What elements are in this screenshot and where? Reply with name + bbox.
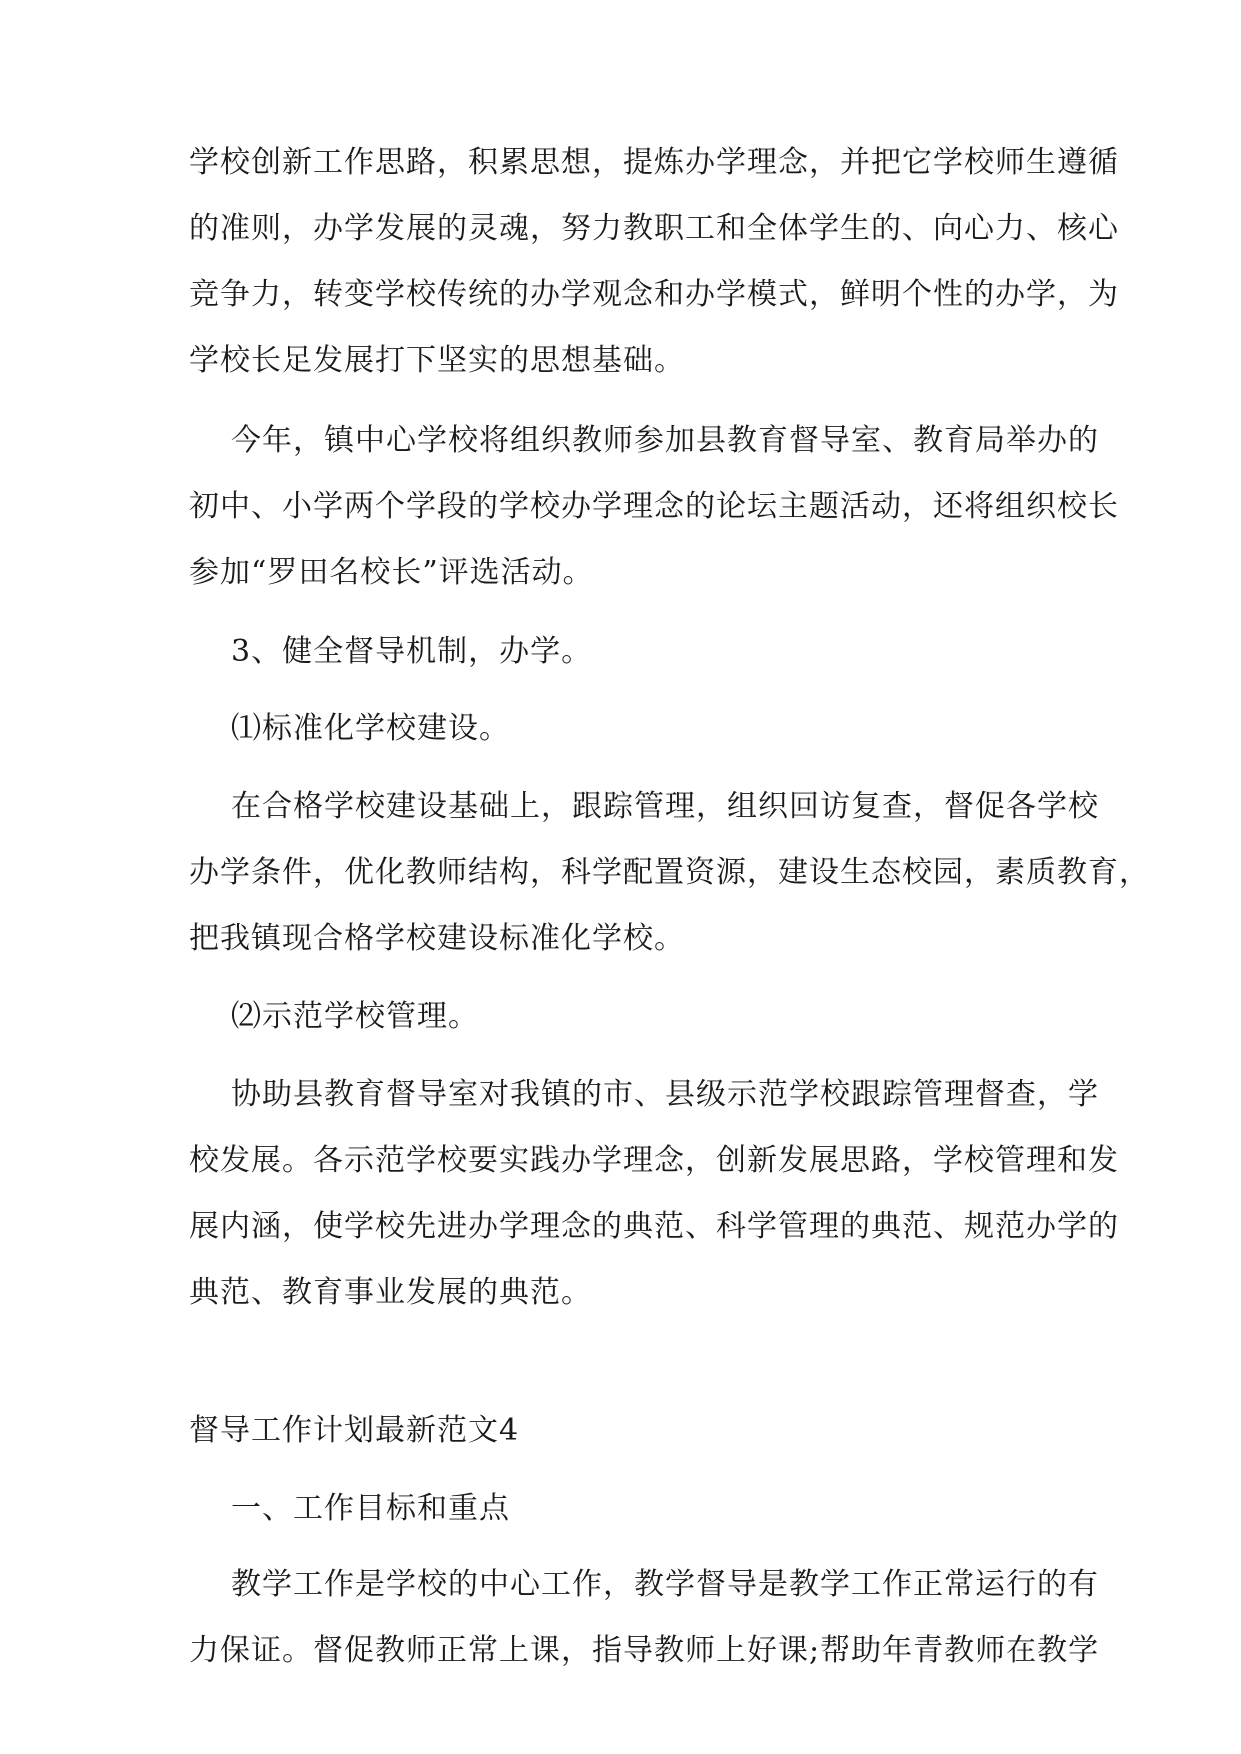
paragraph-line: 典范、教育事业发展的典范。: [189, 1275, 592, 1310]
paragraph-line: 初中、小学两个学段的学校办学理念的论坛主题活动，还将组织校长: [189, 489, 1119, 524]
paragraph-line: 办学条件，优化教师结构，科学配置资源，建设生态校园，素质教育，: [189, 855, 1150, 890]
paragraph-line: 学校创新工作思路，积累思想，提炼办学理念，并把它学校师生遵循: [189, 145, 1119, 180]
paragraph-line: 的准则，办学发展的灵魂，努力教职工和全体学生的、向心力、核心: [189, 211, 1119, 246]
paragraph-line: 协助县教育督导室对我镇的市、县级示范学校跟踪管理督查，学: [231, 1077, 1099, 1112]
paragraph-line: 学校长足发展打下坚实的思想基础。: [189, 343, 685, 378]
section-heading: 3、健全督导机制，办学。: [231, 634, 593, 669]
paragraph-line: 校发展。各示范学校要实践办学理念，创新发展思路，学校管理和发: [189, 1143, 1119, 1178]
paragraph-line: 力保证。督促教师正常上课，指导教师上好课;帮助年青教师在教学: [189, 1633, 1100, 1668]
subsection-heading: ⑴标准化学校建设。: [231, 711, 510, 746]
paragraph-line: 教学工作是学校的中心工作，教学督导是教学工作正常运行的有: [231, 1567, 1099, 1602]
subsection-heading: ⑵示范学校管理。: [231, 999, 479, 1034]
paragraph-line: 今年，镇中心学校将组织教师参加县教育督导室、教育局举办的: [231, 423, 1099, 458]
paragraph-line: 把我镇现合格学校建设标准化学校。: [189, 921, 685, 956]
section-heading: 一、工作目标和重点: [231, 1491, 510, 1526]
document-title: 督导工作计划最新范文4: [189, 1413, 520, 1448]
paragraph-line: 参加“罗田名校长”评选活动。: [189, 555, 594, 590]
paragraph-line: 在合格学校建设基础上，跟踪管理，组织回访复查，督促各学校: [231, 789, 1099, 824]
paragraph-line: 展内涵，使学校先进办学理念的典范、科学管理的典范、规范办学的: [189, 1209, 1119, 1244]
paragraph-line: 竞争力，转变学校传统的办学观念和办学模式，鲜明个性的办学，为: [189, 277, 1119, 312]
